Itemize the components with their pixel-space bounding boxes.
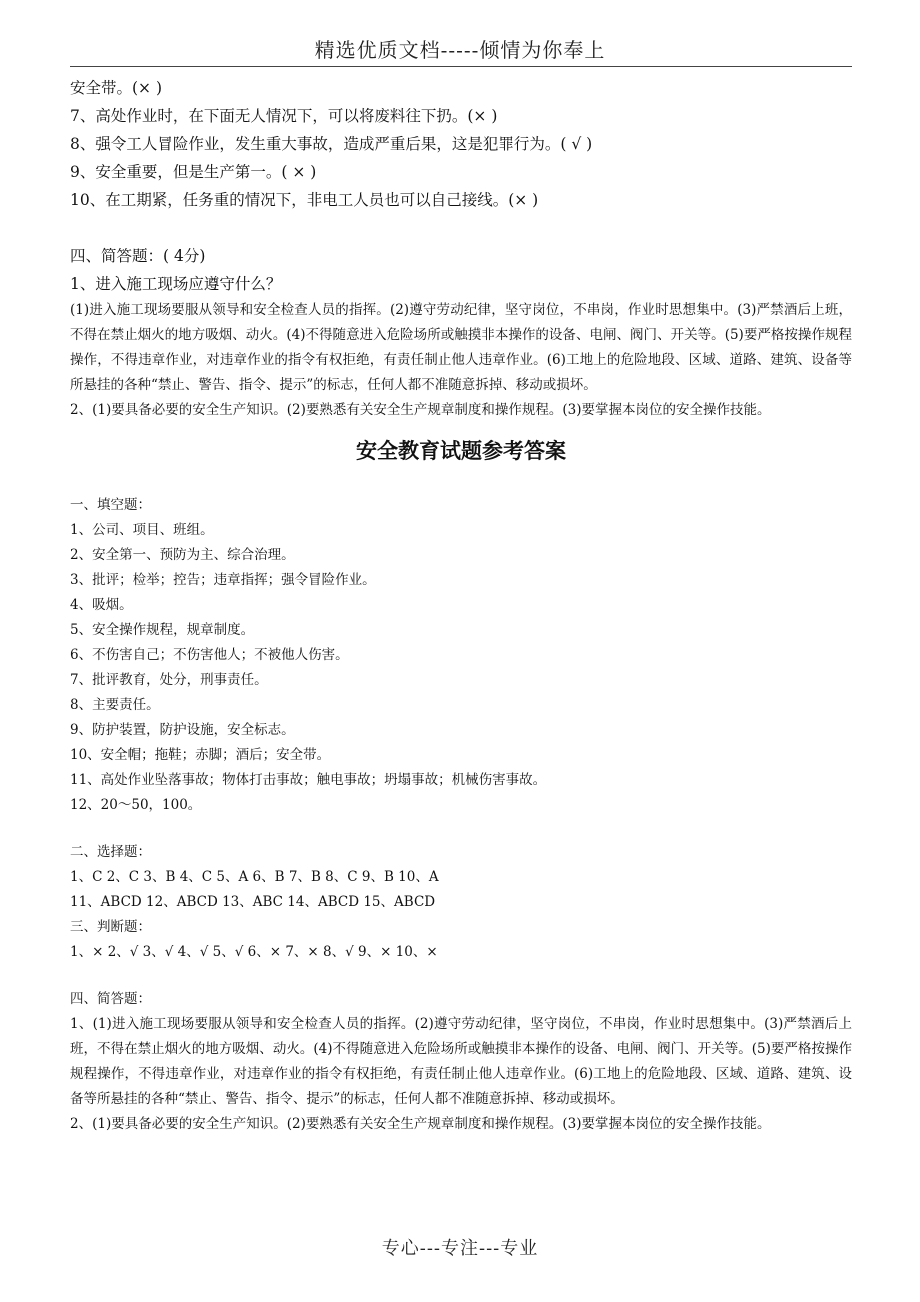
choice-answers: 1、C 2、C 3、B 4、C 5、A 6、B 7、B 8、C 9、B 10、A xyxy=(70,869,439,885)
document-body xyxy=(70,74,852,1137)
judgement-item: 9、安全重要，但是生产第一。( × ) xyxy=(70,163,317,181)
judge-answers: 1、× 2、√ 3、√ 4、√ 5、√ 6、× 7、× 8、√ 9、× 10、× xyxy=(70,944,438,960)
section-heading: 三、判断题： xyxy=(70,919,151,935)
judgement-item: 8、强令工人冒险作业，发生重大事故，造成严重后果，这是犯罪行为。( √ ) xyxy=(70,135,593,153)
fill-answer: 1、公司、项目、班组。 xyxy=(70,522,214,538)
fill-answer: 2、安全第一、预防为主、综合治理。 xyxy=(70,547,295,563)
answer-key-title: 安全教育试题参考答案 xyxy=(356,439,566,463)
page-header: 精选优质文档-----倾情为你奉上 xyxy=(314,38,606,62)
judgement-item: 7、高处作业时，在下面无人情况下，可以将废料往下扔。(× ) xyxy=(70,107,498,125)
answer-paragraph: 2、(1)要具备必要的安全生产知识。(2)要熟悉有关安全生产规章制度和操作规程。(3)要掌握本岗位的安全操作技能。 xyxy=(70,1116,771,1132)
choice-answers: 11、ABCD 12、ABCD 13、ABC 14、ABCD 15、ABCD xyxy=(70,894,436,910)
fill-answer: 6、不伤害自己；不伤害他人；不被他人伤害。 xyxy=(70,647,349,663)
judgement-item: 10、在工期紧，任务重的情况下，非电工人员也可以自己接线。(× ) xyxy=(70,191,539,209)
fill-answer: 10、安全帽；拖鞋；赤脚；酒后；安全带。 xyxy=(70,747,331,763)
fill-answer: 4、吸烟。 xyxy=(70,597,133,613)
fill-answer: 8、主要责任。 xyxy=(70,697,160,713)
fill-answer: 9、防护装置，防护设施，安全标志。 xyxy=(70,722,295,738)
header-divider xyxy=(70,66,852,67)
section-heading: 二、选择题： xyxy=(70,844,151,860)
fill-answer: 11、高处作业坠落事故；物体打击事故；触电事故；坍塌事故；机械伤害事故。 xyxy=(70,772,547,788)
fill-answer: 7、批评教育，处分，刑事责任。 xyxy=(70,672,268,688)
answer-paragraph: 2、(1)要具备必要的安全生产知识。(2)要熟悉有关安全生产规章制度和操作规程。(3)要掌握本岗位的安全操作技能。 xyxy=(70,402,771,418)
page-footer: 专心---专注---专业 xyxy=(381,1238,539,1259)
section-heading: 四、简答题： xyxy=(70,991,151,1007)
answer-paragraph: (1)进入施工现场要服从领导和安全检查人员的指挥。(2)遵守劳动纪律，坚守岗位，不串岗，作业时思想集中。(3)严禁酒后上班，不得在禁止烟火的地方吸烟、动火。(4)不得随意进入危险场所或触摸非本操作的设备、电闸、阀门、开关等。(5)要严格按操作规程操作，不得违章作业，对违章作业的指令有权拒绝，有责任制止他人违章作业。(6)工地上的危险地段、区域、道路、建筑、设备等所悬挂的各种“禁止、警告、指令、提示”的标志，任何人都不准随意拆掉、移动或损坏。 xyxy=(70,302,852,393)
answer-paragraph: 1、(1)进入施工现场要服从领导和安全检查人员的指挥。(2)遵守劳动纪律，坚守岗位，不串岗，作业时思想集中。(3)严禁酒后上班，不得在禁止烟火的地方吸烟、动火。(4)不得随意进入危险场所或触摸非本操作的设备、电闸、阀门、开关等。(5)要严格按操作规程操作，不得违章作业，对违章作业的指令有权拒绝，有责任制止他人违章作业。(6)工地上的危险地段、区域、道路、建筑、设备等所悬挂的各种“禁止、警告、指令、提示”的标志，任何人都不准随意拆掉、移动或损坏。 xyxy=(70,1016,852,1107)
fill-answer: 12、20～50，100。 xyxy=(70,797,202,813)
judgement-item: 安全带。(× ) xyxy=(70,79,163,97)
fill-answer: 5、安全操作规程，规章制度。 xyxy=(70,622,255,638)
section-heading: 一、填空题： xyxy=(70,497,151,513)
section-heading: 四、简答题：( 4分) xyxy=(70,247,206,265)
fill-answer: 3、批评；检举；控告；违章指挥；强令冒险作业。 xyxy=(70,572,376,588)
question-text: 1、进入施工现场应遵守什么？ xyxy=(70,275,282,293)
